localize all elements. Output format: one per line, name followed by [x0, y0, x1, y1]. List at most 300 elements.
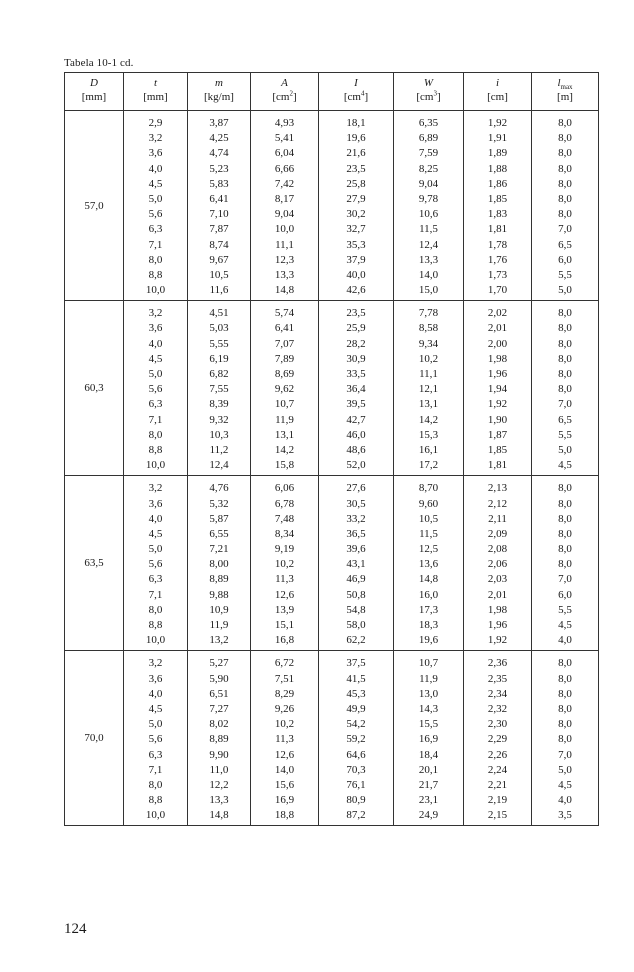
table-cell: 12,3 [274, 253, 295, 266]
value-column-cell [251, 301, 319, 476]
table-cell: 5,55 [209, 337, 229, 350]
table-cell: 5,41 [274, 132, 295, 145]
table-cell: 43,1 [346, 558, 366, 571]
table-cell: 8,17 [274, 192, 295, 205]
table-cell: 12,5 [418, 543, 439, 556]
table-cell: 8,0 [558, 657, 572, 670]
value-column-cell [319, 301, 394, 476]
value-column-cell [188, 111, 251, 301]
table-caption: Tabela 10-1 cd. [64, 57, 134, 69]
table-cell: 33,2 [346, 512, 366, 525]
diameter-cell: 70,0 [65, 651, 124, 826]
table-cell: 25,9 [346, 322, 366, 335]
table-cell: 11,5 [419, 223, 438, 236]
table-cell: 7,1 [148, 588, 163, 601]
table-cell: 8,74 [209, 238, 229, 251]
table-cell: 8,0 [558, 147, 572, 160]
table-cell: 11,3 [275, 733, 294, 746]
table-cell: 5,6 [148, 208, 163, 221]
table-cell: 6,82 [209, 368, 229, 380]
table-cell: 36,5 [346, 527, 366, 540]
table-cell: 30,9 [346, 352, 366, 365]
table-row [65, 651, 599, 826]
table-cell: 2,00 [487, 337, 508, 350]
table-cell: 10,2 [274, 718, 295, 731]
table-cell: 7,55 [209, 383, 229, 396]
table-cell: 5,6 [148, 558, 163, 571]
symbol-subscript: max [560, 83, 573, 92]
table-cell: 1,92 [487, 117, 508, 129]
table-cell: 12,1 [418, 383, 439, 396]
table-cell: 8,34 [274, 527, 295, 540]
header-a [251, 73, 319, 111]
table-cell: 35,3 [346, 238, 366, 251]
table-cell: 1,90 [487, 413, 508, 426]
table-cell: 8,02 [209, 718, 229, 731]
table-cell: 8,8 [148, 619, 163, 631]
table-cell: 3,6 [148, 497, 163, 510]
header-m [188, 73, 251, 111]
table-cell: 9,04 [418, 177, 439, 190]
table-cell: 4,0 [558, 794, 572, 807]
table-cell: 5,0 [148, 368, 163, 380]
table-cell: 13,1 [274, 428, 295, 441]
table-cell: 1,81 [487, 223, 508, 236]
table-row [65, 476, 599, 651]
table-cell: 37,9 [346, 253, 366, 266]
table-cell: 45,3 [346, 687, 366, 700]
table-cell: 10,0 [274, 223, 295, 236]
table-cell: 7,87 [209, 223, 229, 236]
table-cell: 13,3 [209, 794, 229, 807]
table-cell: 5,6 [148, 733, 163, 746]
diameter-group [65, 651, 599, 826]
table-cell: 2,36 [487, 657, 508, 670]
value-column-cell [251, 476, 319, 651]
value-column-cell [251, 651, 319, 826]
table-cell: 18,1 [346, 117, 366, 129]
unit-base: [cm [416, 91, 434, 103]
table-cell: 8,89 [209, 573, 229, 586]
value-column-cell [124, 476, 188, 651]
column-symbol: A [281, 77, 288, 89]
column-unit [319, 90, 393, 104]
value-column-cell [464, 111, 532, 301]
table-cell: 5,03 [209, 322, 229, 335]
table-cell: 6,0 [558, 253, 572, 266]
table-cell: 42,6 [346, 284, 366, 297]
table-cell: 10,2 [274, 558, 295, 571]
table-cell: 9,78 [418, 192, 439, 205]
table-cell: 13,0 [418, 687, 439, 700]
table-cell: 6,35 [418, 117, 439, 129]
table-cell: 6,41 [274, 322, 295, 335]
header-t [124, 73, 188, 111]
table-cell: 9,19 [274, 543, 295, 556]
table-cell: 2,13 [487, 482, 508, 495]
table-cell: 5,0 [558, 763, 572, 776]
table-cell: 13,3 [418, 253, 439, 266]
table-cell: 2,11 [488, 512, 507, 525]
table-cell: 10,3 [209, 428, 229, 441]
table-cell: 13,2 [209, 634, 229, 647]
table-cell: 50,8 [346, 588, 366, 601]
column-unit: [mm] [81, 91, 107, 103]
table-cell: 4,5 [148, 527, 163, 540]
table-cell: 54,8 [346, 603, 366, 616]
table-cell: 9,34 [418, 337, 439, 350]
table-cell: 58,0 [346, 619, 366, 631]
table-cell: 5,90 [209, 672, 229, 685]
table-cell: 7,42 [274, 177, 295, 190]
table-cell: 9,60 [418, 497, 439, 510]
table-cell: 2,15 [487, 809, 508, 822]
value-column-cell [394, 301, 464, 476]
table-cell: 8,0 [558, 162, 572, 175]
table-cell: 64,6 [346, 748, 366, 761]
table-cell: 5,83 [209, 177, 229, 190]
table-cell: 11,1 [419, 368, 438, 380]
unit-close: ] [364, 91, 369, 103]
table-cell: 14,8 [418, 573, 439, 586]
unit-close: ] [292, 91, 297, 103]
table-cell: 6,5 [558, 238, 572, 251]
table-cell: 3,2 [148, 482, 163, 495]
table-cell: 8,0 [558, 368, 572, 380]
table-cell: 13,3 [274, 268, 295, 281]
table-cell: 1,70 [487, 284, 508, 297]
value-column-cell [394, 476, 464, 651]
table-cell: 10,9 [209, 603, 229, 616]
header-lmax [532, 73, 599, 111]
table-cell: 4,93 [274, 117, 295, 129]
table-cell: 8,58 [418, 322, 439, 335]
table-row [65, 111, 599, 301]
column-symbol: m [215, 77, 223, 89]
table-cell: 1,89 [487, 147, 508, 160]
table-cell: 1,76 [487, 253, 508, 266]
table-cell: 2,19 [487, 794, 508, 807]
value-column-cell [319, 651, 394, 826]
value-column-cell [532, 651, 599, 826]
table-cell: 4,0 [148, 512, 163, 525]
table-cell: 8,0 [558, 117, 572, 129]
table-cell: 12,4 [209, 459, 229, 472]
table-cell: 48,6 [346, 443, 366, 456]
table-cell: 6,06 [274, 482, 295, 495]
table-cell: 40,0 [346, 268, 366, 281]
table-cell: 70,3 [346, 763, 366, 776]
column-symbol: W [423, 77, 434, 89]
table-cell: 10,0 [145, 634, 166, 647]
diameter-cell: 60,3 [65, 301, 124, 476]
table-cell: 6,78 [274, 497, 295, 510]
table-cell: 18,4 [418, 748, 439, 761]
table-cell: 13,9 [274, 603, 295, 616]
page-number: 124 [64, 921, 87, 937]
table-cell: 17,2 [418, 459, 439, 472]
value-column-cell [124, 111, 188, 301]
table-cell: 5,0 [148, 543, 163, 556]
unit-exponent: 4 [360, 89, 365, 98]
table-cell: 7,48 [274, 512, 295, 525]
table-cell: 14,2 [418, 413, 439, 426]
diameter-cell: 57,0 [65, 111, 124, 301]
table-cell: 6,04 [274, 147, 295, 160]
table-cell: 6,66 [274, 162, 295, 175]
table-cell: 3,6 [148, 322, 163, 335]
table-cell: 1,81 [487, 459, 508, 472]
table-cell: 14,2 [274, 443, 295, 456]
table-cell: 1,83 [487, 208, 508, 221]
table-cell: 2,26 [487, 748, 508, 761]
table-cell: 7,0 [558, 748, 572, 761]
table-cell: 2,03 [487, 573, 508, 586]
table-cell: 8,0 [558, 337, 572, 350]
table-cell: 8,25 [418, 162, 439, 175]
table-cell: 37,5 [346, 657, 366, 670]
table-cell: 7,0 [558, 573, 572, 586]
table-cell: 1,73 [487, 268, 508, 281]
table-cell: 15,0 [418, 284, 439, 297]
table-cell: 15,1 [274, 619, 295, 631]
table-cell: 7,0 [558, 223, 572, 236]
table-cell: 7,89 [274, 352, 295, 365]
table-cell: 23,5 [346, 162, 366, 175]
table-cell: 4,51 [209, 307, 229, 320]
table-cell: 4,25 [209, 132, 229, 145]
table-cell: 2,24 [487, 763, 508, 776]
table-cell: 8,0 [558, 322, 572, 335]
table-cell: 8,0 [558, 352, 572, 365]
table-cell: 8,29 [274, 687, 295, 700]
table-cell: 8,0 [558, 177, 572, 190]
table-cell: 27,6 [346, 482, 366, 495]
table-cell: 17,3 [418, 603, 439, 616]
table-cell: 5,0 [148, 192, 163, 205]
value-column-cell [188, 651, 251, 826]
diameter-group [65, 301, 599, 476]
table-cell: 4,0 [558, 634, 572, 647]
table-cell: 16,1 [418, 443, 439, 456]
table-cell: 8,0 [558, 687, 572, 700]
table-cell: 8,0 [558, 543, 572, 556]
column-symbol: D [90, 77, 98, 89]
table-cell: 6,0 [558, 588, 572, 601]
value-column-cell [124, 651, 188, 826]
table-cell: 6,89 [418, 132, 439, 145]
table-cell: 8,0 [558, 512, 572, 525]
table-cell: 9,32 [209, 413, 229, 426]
table-cell: 3,2 [148, 657, 163, 670]
table-cell: 12,6 [274, 748, 295, 761]
table-cell: 20,1 [418, 763, 439, 776]
table-cell: 4,0 [148, 687, 163, 700]
table-cell: 4,5 [558, 619, 572, 631]
table-cell: 14,0 [418, 268, 439, 281]
table-cell: 6,72 [274, 657, 295, 670]
table-cell: 8,0 [148, 603, 163, 616]
column-unit: [m] [557, 91, 573, 103]
table-cell: 9,26 [274, 702, 295, 715]
table-cell: 9,04 [274, 208, 295, 221]
table-cell: 2,09 [487, 527, 508, 540]
table-cell: 6,41 [209, 192, 229, 205]
table-cell: 33,5 [346, 368, 366, 380]
unit-base: [cm [343, 91, 361, 103]
table-cell: 39,5 [346, 398, 366, 411]
table-cell: 7,21 [209, 543, 229, 556]
diameter-group [65, 476, 599, 651]
table-cell: 52,0 [346, 459, 366, 472]
table-cell: 8,8 [148, 794, 163, 807]
table-cell: 3,5 [558, 809, 572, 822]
table-cell: 14,3 [418, 702, 439, 715]
table-cell: 1,96 [487, 368, 508, 380]
table-cell: 12,2 [209, 778, 229, 791]
table-cell: 32,7 [346, 223, 366, 236]
table-cell: 4,5 [558, 459, 572, 472]
table-cell: 8,0 [558, 307, 572, 320]
table-cell: 1,88 [487, 162, 508, 175]
table-cell: 27,9 [346, 192, 366, 205]
table-cell: 8,0 [558, 558, 572, 571]
column-symbol [532, 76, 598, 90]
table-cell: 5,6 [148, 383, 163, 396]
table-cell: 1,91 [487, 132, 508, 145]
table-cell: 8,0 [148, 253, 163, 266]
value-column-cell [532, 111, 599, 301]
table-cell: 2,9 [148, 117, 163, 129]
table-cell: 6,3 [148, 223, 163, 236]
table-cell: 10,0 [145, 809, 166, 822]
table-cell: 8,0 [558, 383, 572, 396]
table-cell: 41,5 [346, 672, 366, 685]
table-cell: 2,35 [487, 672, 508, 685]
unit-exponent: 2 [289, 89, 293, 98]
table-cell: 30,2 [346, 208, 366, 221]
column-symbol: i [495, 77, 500, 89]
table-cell: 6,19 [209, 352, 229, 365]
table-cell: 8,0 [558, 527, 572, 540]
table-cell: 76,1 [346, 778, 366, 791]
table-cell: 8,0 [558, 672, 572, 685]
table-cell: 15,5 [418, 718, 439, 731]
table-cell: 1,92 [487, 634, 508, 647]
table-cell: 11,9 [419, 672, 438, 685]
table-cell: 7,59 [418, 147, 439, 160]
column-unit: [mm] [143, 91, 168, 103]
table-cell: 8,00 [209, 558, 229, 571]
table-cell: 1,87 [487, 428, 508, 441]
table-cell: 7,10 [209, 208, 229, 221]
table-cell: 1,98 [487, 603, 508, 616]
table-cell: 1,92 [487, 398, 508, 411]
table-cell: 5,74 [274, 307, 295, 320]
table-cell: 8,0 [148, 428, 163, 441]
table-cell: 1,85 [487, 443, 508, 456]
table-cell: 11,3 [275, 573, 294, 586]
symbol-base: l [557, 77, 561, 89]
table-cell: 14,0 [274, 763, 295, 776]
table-cell: 49,9 [346, 702, 366, 715]
table-cell: 87,2 [346, 809, 366, 822]
table-cell: 7,1 [148, 763, 163, 776]
table-cell: 9,88 [209, 588, 229, 601]
table-cell: 8,70 [418, 482, 439, 495]
table-cell: 4,5 [558, 778, 572, 791]
table-header [65, 73, 599, 111]
table-cell: 8,0 [558, 497, 572, 510]
table-cell: 10,5 [418, 512, 439, 525]
table-cell: 6,51 [209, 687, 229, 700]
table-cell: 11,2 [209, 443, 229, 456]
table-cell: 2,02 [487, 307, 508, 320]
column-unit: [cm] [487, 91, 508, 103]
column-unit: [kg/m] [204, 91, 234, 103]
table-cell: 5,5 [558, 603, 572, 616]
table-cell: 16,8 [274, 634, 295, 647]
table-cell: 23,5 [346, 307, 366, 320]
header-d [65, 73, 124, 111]
table-cell: 6,3 [148, 573, 163, 586]
table-cell: 10,0 [145, 459, 166, 472]
table-cell: 2,21 [487, 778, 508, 791]
table-cell: 1,96 [487, 619, 508, 631]
value-column-cell [394, 111, 464, 301]
table-cell: 10,7 [274, 398, 295, 411]
diameter-group [65, 111, 599, 301]
table-cell: 5,0 [558, 284, 572, 297]
table-cell: 10,7 [418, 657, 439, 670]
table-cell: 8,0 [558, 482, 572, 495]
unit-base: [cm [272, 91, 290, 103]
table-cell: 5,0 [148, 718, 163, 731]
table-cell: 12,6 [274, 588, 295, 601]
table-cell: 2,01 [487, 588, 508, 601]
value-column-cell [251, 111, 319, 301]
header-i-radius [464, 73, 532, 111]
table-cell: 2,29 [487, 733, 508, 746]
table-cell: 11,9 [275, 413, 294, 426]
table-cell: 5,5 [558, 428, 572, 441]
table-cell: 5,27 [209, 657, 229, 670]
table-cell: 6,55 [209, 527, 229, 540]
table-cell: 7,07 [274, 337, 295, 350]
table-cell: 10,6 [418, 208, 439, 221]
table-cell: 2,01 [487, 322, 508, 335]
table-cell: 5,5 [558, 268, 572, 281]
value-column-cell [464, 651, 532, 826]
pipe-dimensions-table [64, 72, 599, 826]
table-cell: 7,0 [558, 398, 572, 411]
table-cell: 1,85 [487, 192, 508, 205]
table-cell: 7,51 [274, 672, 295, 685]
column-symbol: t [153, 77, 158, 89]
value-column-cell [394, 651, 464, 826]
table-cell: 3,6 [148, 147, 163, 160]
header-i-moment [319, 73, 394, 111]
table-cell: 1,94 [487, 383, 508, 396]
table-cell: 23,1 [418, 794, 439, 807]
table-cell: 7,1 [148, 238, 163, 251]
table-cell: 46,0 [346, 428, 366, 441]
table-cell: 2,32 [487, 702, 508, 715]
table-cell: 15,6 [274, 778, 295, 791]
table-cell: 46,9 [346, 573, 366, 586]
table-cell: 10,2 [418, 352, 439, 365]
value-column-cell [319, 111, 394, 301]
